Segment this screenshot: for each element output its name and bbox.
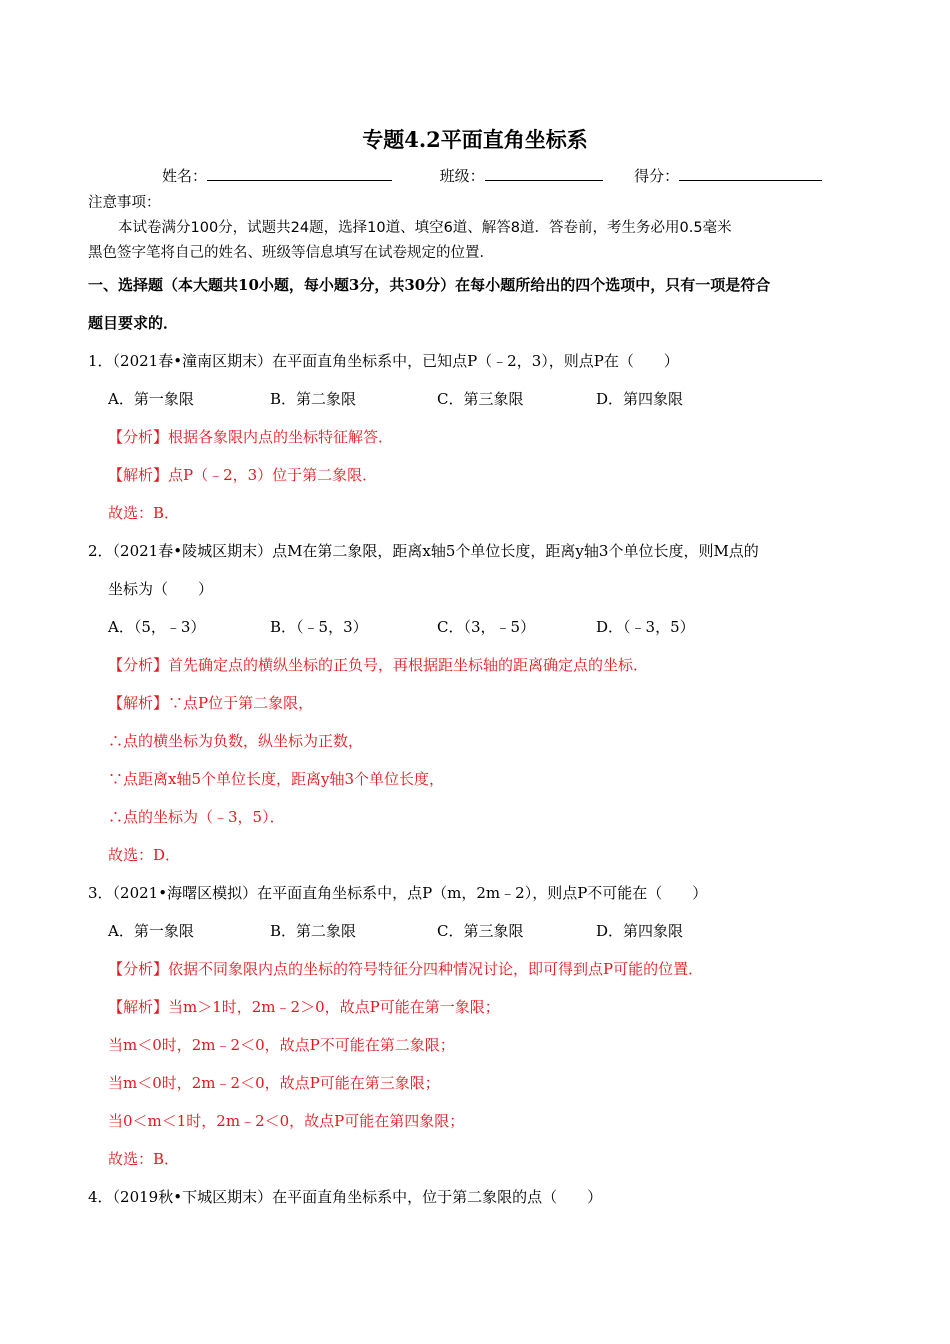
question-1-option-c: C．第三象限 xyxy=(437,390,524,408)
section-heading-line-2: 题目要求的． xyxy=(88,314,179,332)
section-heading-line-1: 一、选择题（本大题共10小题，每小题3分，共30分）在每小题所给出的四个选项中，只有一项是符合 xyxy=(88,276,771,294)
question-2-option-c: C．（3，﹣5） xyxy=(437,618,536,636)
notice-line-1: 本试卷满分100分，试题共24题，选择10道、填空6道、解答8道．答卷前，考生务必用0.5毫米 xyxy=(118,220,732,236)
question-2-solution-line: ∵点距离x轴5个单位长度，距离y轴3个单位长度， xyxy=(108,770,445,788)
class-label: 班级： xyxy=(439,167,485,185)
question-2-stem-continued: 坐标为（ ） xyxy=(108,580,214,598)
question-2-solution-line: 【解析】∵点P位于第二象限， xyxy=(108,694,314,712)
question-3-option-a: A．第一象限 xyxy=(108,922,194,940)
question-2-stem: 2．（2021春•陵城区期末）点M在第二象限，距离x轴5个单位长度，距离y轴3个单位长度，则M点的 xyxy=(88,542,759,560)
notice-heading: 注意事项： xyxy=(88,195,161,211)
score-label: 得分： xyxy=(634,167,680,185)
question-1-option-b: B．第二象限 xyxy=(270,390,357,408)
question-2-answer: 故选：D． xyxy=(108,846,181,864)
question-2-analysis: 【分析】首先确定点的横纵坐标的正负号，再根据距坐标轴的距离确定点的坐标． xyxy=(108,656,649,674)
student-info-row xyxy=(162,166,822,186)
question-3-solution-line: 【解析】当m＞1时，2m﹣2＞0，故点P可能在第一象限； xyxy=(108,998,500,1016)
question-3-solution-line: 当m＜0时，2m﹣2＜0，故点P可能在第三象限； xyxy=(108,1074,440,1092)
question-1-option-d: D．第四象限 xyxy=(596,390,684,408)
question-4-stem: 4．（2019秋•下城区期末）在平面直角坐标系中，位于第二象限的点（ ） xyxy=(88,1188,603,1206)
question-2-option-b: B．（﹣5，3） xyxy=(270,618,368,636)
question-1-analysis: 【分析】根据各象限内点的坐标特征解答． xyxy=(108,428,394,446)
question-3-answer: 故选：B． xyxy=(108,1150,180,1168)
question-1-answer: 故选：B． xyxy=(108,504,180,522)
question-3-solution-line: 当m＜0时，2m﹣2＜0，故点P不可能在第二象限； xyxy=(108,1036,455,1054)
page-title: 专题4.2平面直角坐标系 xyxy=(362,127,588,152)
question-2-option-a: A．（5，﹣3） xyxy=(108,618,206,636)
question-3-solution-line: 当0＜m＜1时，2m﹣2＜0，故点P可能在第四象限； xyxy=(108,1112,465,1130)
question-1-stem: 1．（2021春•潼南区期末）在平面直角坐标系中，已知点P（﹣2，3），则点P在（ ） xyxy=(88,352,679,370)
question-1-solution-line: 【解析】点P（﹣2，3）位于第二象限． xyxy=(108,466,378,484)
question-2-solution-line: ∴点的横坐标为负数，纵坐标为正数， xyxy=(108,732,364,750)
question-3-analysis: 【分析】依据不同象限内点的坐标的符号特征分四种情况讨论，即可得到点P可能的位置． xyxy=(108,960,704,978)
question-3-stem: 3．（2021•海曙区模拟）在平面直角坐标系中，点P（m，2m﹣2），则点P不可能在（ ） xyxy=(88,884,708,902)
notice-line-2: 黑色签字笔将自己的姓名、班级等信息填写在试卷规定的位置． xyxy=(88,245,494,261)
name-label: 姓名： xyxy=(162,167,208,185)
question-2-option-d: D．（﹣3，5） xyxy=(596,618,695,636)
question-2-solution-line: ∴点的坐标为（﹣3，5）． xyxy=(108,808,285,826)
class-blank[interactable] xyxy=(485,166,603,181)
name-blank[interactable] xyxy=(207,166,392,181)
question-3-option-b: B．第二象限 xyxy=(270,922,357,940)
question-3-option-c: C．第三象限 xyxy=(437,922,524,940)
score-blank[interactable] xyxy=(679,166,822,181)
question-1-option-a: A．第一象限 xyxy=(108,390,194,408)
question-3-option-d: D．第四象限 xyxy=(596,922,684,940)
